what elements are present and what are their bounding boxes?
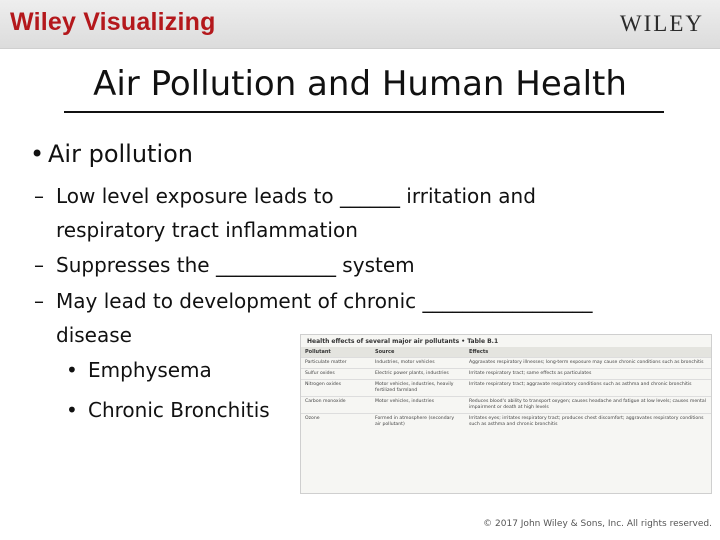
sub-sub-bullet-text: Emphysema: [88, 358, 212, 382]
pollutant-table: [301, 347, 711, 430]
table-cell: Industries, motor vehicles: [371, 358, 465, 369]
table-cell: Irritate respiratory tract; aggravate respiratory conditions such as asthma and chronic bronchitis: [465, 380, 711, 397]
sub-sub-bullet-bronchitis: [66, 398, 270, 422]
sub-bullet-line2: respiratory tract inflammation: [56, 218, 358, 242]
table-row: [301, 358, 711, 369]
sub-bullet-suppresses: [34, 248, 694, 282]
table-cell: Aggravates respiratory illnesses; long-term exposure may cause chronic conditions such as bronchitis: [465, 358, 711, 369]
bullet-dot-icon: •: [66, 358, 78, 382]
table-row: [301, 380, 711, 397]
table-cell: Sulfur oxides: [301, 369, 371, 380]
table-cell: Formed in atmosphere (secondary air pollutant): [371, 414, 465, 431]
bullet-dot-icon: •: [30, 140, 45, 168]
table-row: [301, 414, 711, 431]
header-bar: [0, 0, 720, 49]
bullet-dot-icon: •: [66, 398, 78, 422]
copyright-notice: © 2017 John Wiley & Sons, Inc. All rights reserved.: [483, 519, 712, 529]
table-cell: Reduces blood's ability to transport oxygen; causes headache and fatigue at low levels; causes mental impairment or death at high levels: [465, 397, 711, 414]
table-header-row: [301, 347, 711, 358]
table-cell: Carbon monoxide: [301, 397, 371, 414]
column-header: Source: [371, 347, 465, 358]
table-row: [301, 397, 711, 414]
sub-sub-bullet-text: Chronic Bronchitis: [88, 398, 270, 422]
table-row: [301, 369, 711, 380]
sub-bullet-line1: Suppresses the ____________ system: [56, 253, 415, 277]
sub-bullet-line1: May lead to development of chronic _________________: [56, 289, 593, 313]
table-cell: Irritates eyes; irritates respiratory tract; produces chest discomfort; aggravates respiratory conditions such as asthma and chronic bronchitis: [465, 414, 711, 431]
bullet-air-pollution: [30, 140, 193, 168]
column-header: Effects: [465, 347, 711, 358]
dash-icon: –: [34, 289, 44, 313]
title-underline: [64, 111, 664, 113]
wiley-visualizing-logo: Wiley Visualizing: [10, 8, 216, 36]
sub-bullet-exposure: [34, 179, 694, 247]
table-cell: Particulate matter: [301, 358, 371, 369]
table-cell: Electric power plants, industries: [371, 369, 465, 380]
figure-title: Health effects of several major air pollutants • Table B.1: [307, 338, 499, 345]
table-cell: Motor vehicles, industries, heavily fertilized farmland: [371, 380, 465, 397]
table-cell: Ozone: [301, 414, 371, 431]
sub-bullet-line1: Low level exposure leads to ______ irritation and: [56, 184, 536, 208]
dash-icon: –: [34, 253, 44, 277]
sub-sub-bullet-emphysema: [66, 358, 212, 382]
wiley-logo: WILEY: [619, 11, 704, 36]
table-cell: Irritate respiratory tract; same effects as particulates: [465, 369, 711, 380]
dash-icon: –: [34, 184, 44, 208]
bullet-text: Air pollution: [48, 140, 194, 168]
slide-title: Air Pollution and Human Health: [93, 64, 627, 104]
column-header: Pollutant: [301, 347, 371, 358]
pollutant-table-figure: [300, 334, 712, 494]
sub-bullet-line2: disease: [56, 323, 132, 347]
table-cell: Nitrogen oxides: [301, 380, 371, 397]
table-cell: Motor vehicles, industries: [371, 397, 465, 414]
